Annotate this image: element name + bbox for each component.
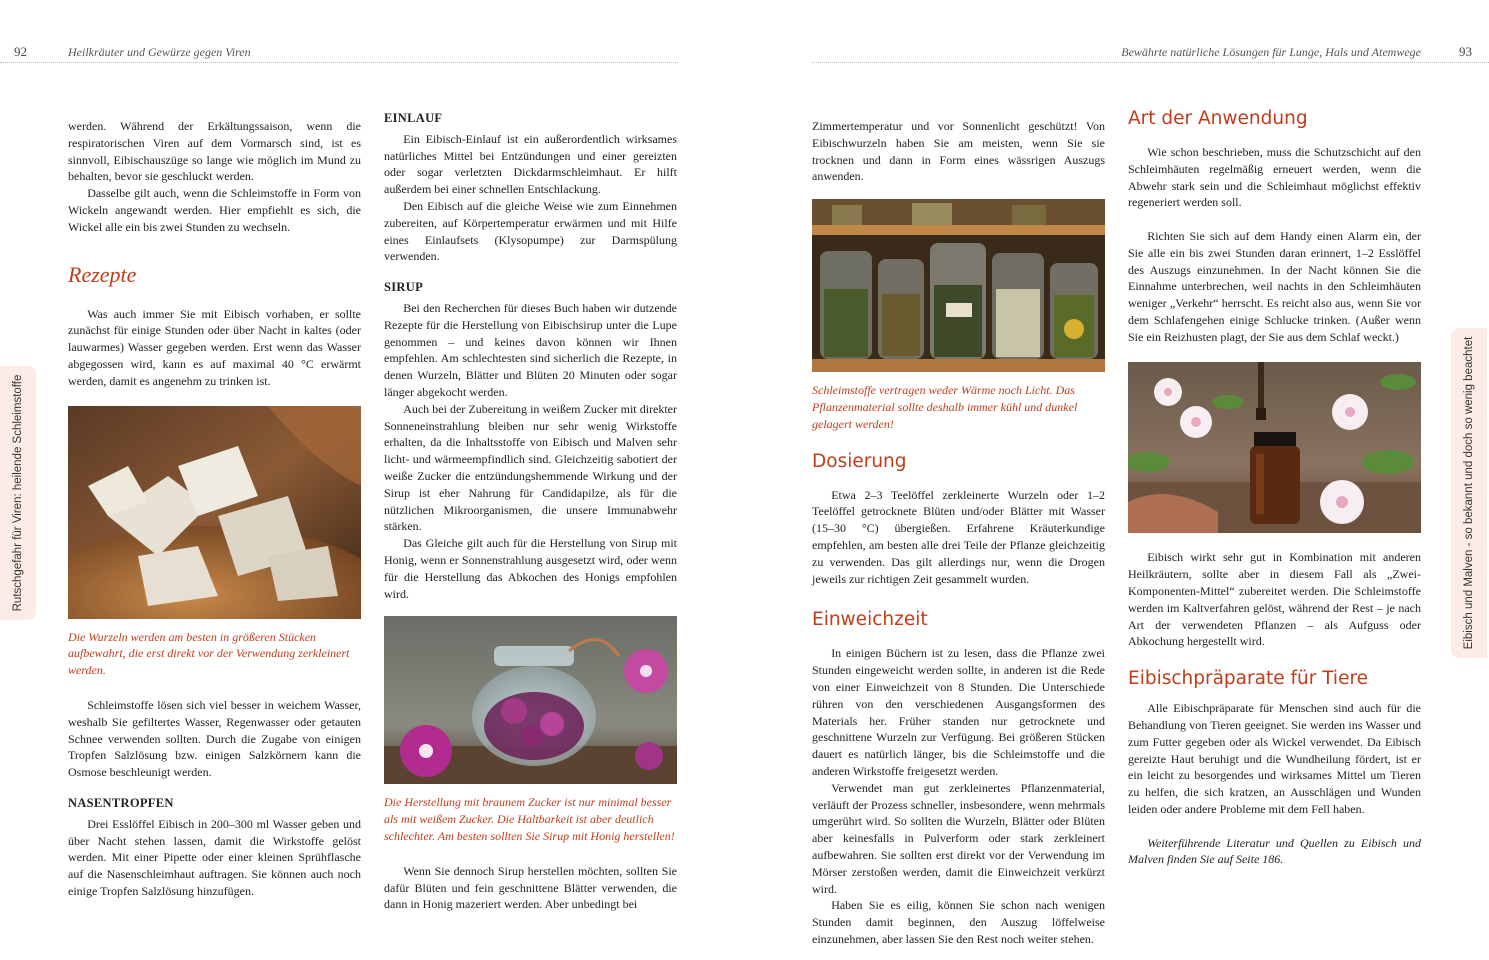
- shelf-image: [812, 199, 1105, 372]
- paragraph: Schleimstoffe lösen sich viel besser in weichem Wasser, weshalb Sie gefiltertes Wasser, Regenwasser oder getauten Schnee verwenden sollten. Durch die Zugabe von einigen Tropfen Salzlösung bzw. einigen Salzkörnern kann die Osmose beschleunigt werden.: [68, 697, 361, 780]
- photo-marshmallow-roots: [68, 406, 361, 619]
- side-tab: [0, 366, 36, 620]
- paragraph: Zimmertemperatur und vor Sonnenlicht geschützt! Von Eibischwurzeln haben Sie am meisten, wenn Sie sie trocknen und dann in Form eines wässrigen Auszugs anwenden.: [812, 119, 1105, 184]
- header-rule: [0, 62, 678, 63]
- photo-syrup-jar: [384, 616, 677, 784]
- paragraph: Eibisch wirkt sehr gut in Kombination mit anderen Heilkräutern, sollte aber in diesem Fall als „Zwei-Komponenten-Mittel“ zubereitet werden. Die Schleimstoffe werden im Kaltverfahren gelöst, während der Rest – je nach Art der verwendeten Pflanzen – als Aufguss oder Abkochung hergestellt wird.: [1128, 550, 1421, 649]
- photo-herb-shelf: [812, 199, 1105, 372]
- side-tab: [1451, 328, 1487, 658]
- caption-roots: Die Wurzeln werden am besten in größeren Stücken aufbewahrt, die erst direkt vor der Verwendung zerkleinert werden.: [68, 629, 350, 678]
- left-column-2: [384, 110, 677, 913]
- paragraph: Bei den Recherchen für dieses Buch haben wir dutzende Rezepte für die Herstellung von Eibischsirup unter die Lupe genommen – und keines davon können wir Ihnen empfehlen. Am schlechtesten sind sicherlich die Rezepte, in denen Wurzeln, Blätter und Blüten 20 Minuten oder sogar länger abgekocht werden.: [384, 300, 677, 399]
- section-heading-rezepte: Rezepte: [68, 261, 137, 287]
- paragraph: Auch bei der Zubereitung in weißem Zucker mit direkter Sonneneinstrahlung bleiben nur sehr wenig Wirkstoffe erhalten, da die Inhaltsstoffe von Eibisch und Malven sehr licht- und wärmeempfindlich sind. Gleichzeitig sabotiert der weiße Zucker die entzündungshemmende Wirkung und der Sirup ist eher Nahrung für Candidapilze, als für die nützlichen Mikroorganismen, die unsere Immunabwehr stärken.: [384, 401, 677, 534]
- page-number: 92: [14, 44, 27, 59]
- paragraph: Wenn Sie dennoch Sirup herstellen möchten, sollten Sie dafür Blüten und fein geschnittene Blätter verwenden, die dann in Honig mazeriert werden. Aber unbedingt bei: [384, 863, 677, 912]
- paragraph: In einigen Büchern ist zu lesen, dass die Pflanze zwei Stunden eingeweicht werden sollte, in anderen ist die Rede von einer Einweichzeit von 8 Stunden. Die Unterschiede rühren von den verschiedenen Ausgangsformen des Materials her. Früher standen nur getrocknete und geschnittene Wurzeln zur Verfügung. Bei größeren Stücken dauert es natürlich länger, bis die Schleimstoffe und die anderen Wirkstoffe freigesetzt werden.: [812, 646, 1105, 778]
- subheading-sirup: SIRUP: [384, 280, 424, 295]
- right-column-2: [1128, 108, 1421, 868]
- paragraph: Verwendet man gut zerkleinertes Pflanzenmaterial, verläuft der Prozess schneller, insbesondere, wenn mehrmals umgerührt wird. So sollten die Wurzeln, Blätter oder Blüten aber keinesfalls in Pulverform oder stark zerkleinert aufbewahren. Sie sollten erst direkt vor der Verwendung im Mörser zerstoßen werden, damit die Einweichzeit verkürzt wird.: [812, 780, 1105, 896]
- paragraph: Ein Eibisch-Einlauf ist ein außerordentlich wirksames natürliches Mittel bei Entzündungen und einer gereizten oder sogar verletzten Dickdarmschleimhaut. Er hilft außerdem bei einer schnellen Entschlackung.: [384, 131, 677, 197]
- dropper-image: [1128, 362, 1421, 533]
- subheading-einlauf: EINLAUF: [384, 111, 443, 125]
- paragraph: werden. Während der Erkältungssaison, wenn die respiratorischen Viren auf dem Vormarsch sind, ist es sinnvoll, Eibischauszüge so lange wie möglich im Mund zu behalten, bevor sie geschluckt werden.: [68, 119, 361, 184]
- subheading-nasentropfen: NASENTROPFEN: [68, 795, 174, 810]
- literature-note: Weiterführende Literatur und Quellen zu Eibisch und Malven finden Sie auf Seite 186.: [1128, 835, 1421, 867]
- side-tab-label: Rutschgefahr für Viren: heilende Schleimstoffe: [12, 374, 24, 612]
- paragraph: Drei Esslöffel Eibisch in 200–300 ml Wasser geben und über Nacht stehen lassen, damit die Wirkstoffe gelöst werden. Mit einer Pipette oder einer kleinen Sprühflasche auf die Nasenschleimhaut auftragen. Sie können auch noch einige Tropfen Salzlösung hinzufügen.: [68, 816, 361, 898]
- roots-image: [68, 406, 361, 619]
- caption-shelf: Schleimstoffe vertragen weder Wärme noch Licht. Das Pflanzenmaterial sollte deshalb immer kühl und dunkel gelagert werden!: [812, 383, 1078, 431]
- photo-dropper-bottle: [1128, 362, 1421, 533]
- side-tab-label: Eibisch und Malven - so bekannt und doch so wenig beachtet: [1463, 336, 1475, 650]
- right-page: [745, 0, 1489, 960]
- right-column-1: [812, 118, 1105, 948]
- paragraph: Den Eibisch auf die gleiche Weise wie zum Einnehmen zubereiten, auf Körpertemperatur erwärmen und mit Hilfe eines Einlaufsets (Klysopumpe) zur Darmspülung verwenden.: [384, 198, 677, 264]
- section-heading-dosierung: Dosierung: [812, 450, 907, 472]
- left-column-1: [68, 118, 361, 900]
- section-heading-einweichzeit: Einweichzeit: [812, 609, 928, 631]
- paragraph: Dasselbe gilt auch, wenn die Schleimstoffe in Form von Wickeln angewandt werden. Hier empfiehlt es sich, die Wickel alle ein bis zwei Stunden zu wechseln.: [68, 186, 361, 234]
- caption-jar: Die Herstellung mit braunem Zucker ist nur minimal besser als mit weißem Zucker. Die Haltbarkeit ist aber deutlich schlechter. Am besten sollten Sie Sirup mit Honig herstellen!: [384, 795, 675, 843]
- paragraph: Haben Sie es eilig, können Sie schon nach wenigen Stunden damit beginnen, den Auszug löffelweise einzunehmen, aber lassen Sie den Rest noch weiter stehen.: [812, 898, 1105, 946]
- section-heading-tiere: Eibischpräparate für Tiere: [1128, 668, 1369, 690]
- paragraph: Das Gleiche gilt auch für die Herstellung von Sirup mit Honig, wenn er Sonnenstrahlung ausgesetzt wird, oder wenn für die Herstellung das Abkochen des Honigs empfohlen wird.: [384, 536, 677, 601]
- running-head: Heilkräuter und Gewürze gegen Viren: [68, 45, 251, 59]
- running-head: Bewährte natürliche Lösungen für Lunge, Hals und Atemwege: [1121, 45, 1421, 59]
- header-rule: [812, 62, 1489, 63]
- section-heading-anwendung: Art der Anwendung: [1128, 108, 1308, 129]
- paragraph: Was auch immer Sie mit Eibisch vorhaben, er sollte zunächst für einige Stunden oder über Nacht in kaltes (oder lauwarmes) Wasser gegeben werden. Erst wenn das Wasser abgegossen wird, kann es auf maximal 40 °C erwärmt werden, damit es angenehm zu trinken ist.: [68, 306, 361, 388]
- paragraph: Wie schon beschrieben, muss die Schutzschicht auf den Schleimhäuten regelmäßig erneuert werden, wenn die Abwehr stark sein und die Schleimhaut möglichst effektiv regeneriert werden soll.: [1128, 145, 1421, 210]
- page-number: 93: [1459, 44, 1472, 59]
- paragraph: Etwa 2–3 Teelöffel zerkleinerte Wurzeln oder 1–2 Teelöffel getrocknete Blüten und/oder Blätter mit Wasser (15–30 °C) übergießen. Erfahrene Kräuterkundige empfehlen, am besten alle drei Teile der Pflanze gleichzeitig zu verwenden. Das gilt allerdings nur, wenn die Drogen jeweils zur richtigen Zeit gesammelt wurden.: [812, 487, 1105, 586]
- paragraph: Alle Eibischpräparate für Menschen sind auch für die Behandlung von Tieren geeignet. Sie werden ins Wasser und zum Futter gegeben oder als Wickel verwendet. Da Eibisch gereizte Haut beruhigt und die Wundheilung fördert, ist er ein leicht zu besorgendes und wirksames Mittel um Tieren zu helfen, die sich kratzen, an Ausschlägen und Wunden leiden oder andere Probleme mit dem Fell haben.: [1128, 701, 1421, 816]
- jar-image: [384, 616, 677, 784]
- paragraph: Richten Sie sich auf dem Handy einen Alarm ein, der Sie alle ein bis zwei Stunden daran erinnert, 1–2 Esslöffel des Auszugs einzunehmen. In der Nacht können Sie die Einnahme unterbrechen, weil nachts in den Schleimhäuten weniger „Verkehr“ herrscht. Es reicht also aus, wenn Sie vor dem Schlafengehen einige Schlucke trinken. (Außer wenn Sie ein Reizhusten plagt, der Sie aus dem Schlaf weckt.): [1128, 228, 1421, 344]
